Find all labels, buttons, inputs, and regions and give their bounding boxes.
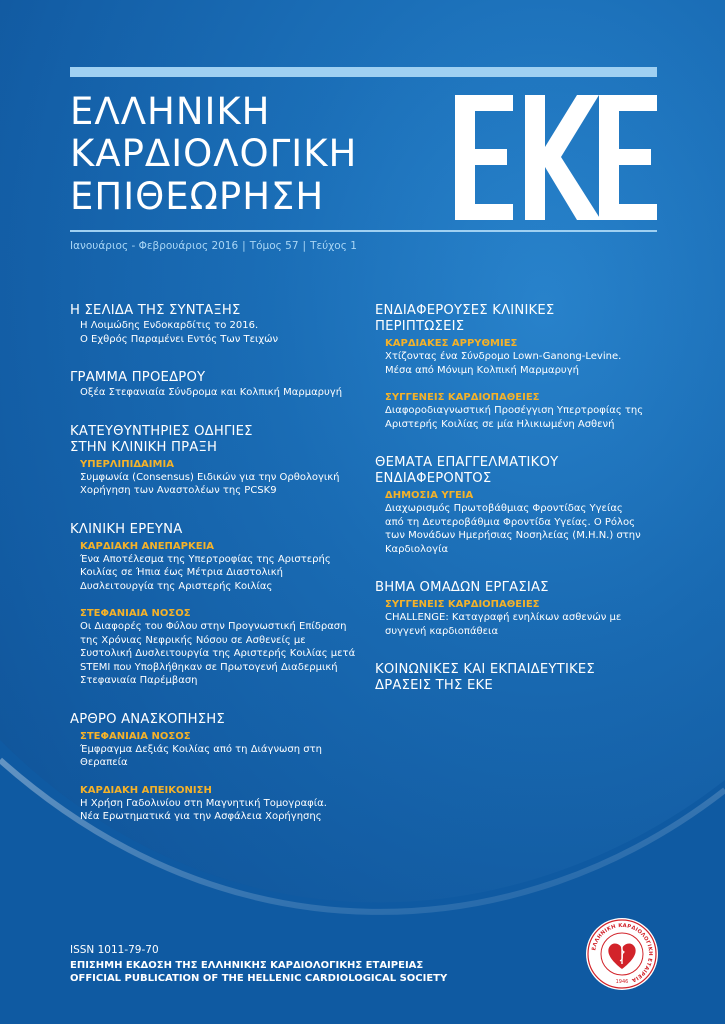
emblem-year: 1946 xyxy=(615,979,629,985)
issue-volume: Τόμος 57 xyxy=(249,240,299,252)
article-entry xyxy=(385,391,665,431)
article-entry xyxy=(80,458,360,498)
section-title: ΓΡΑΜΜΑ ΠΡΟΕΔΡΟΥ xyxy=(70,370,206,385)
issn: ISSN 1011-79-70 xyxy=(70,944,159,956)
top-rule xyxy=(70,67,657,77)
contents-section xyxy=(375,303,665,431)
section-title: ΚΑΤΕΥΘΥΝΤΗΡΙΕΣ ΟΔΗΓΙΕΣ ΣΤΗΝ ΚΛΙΝΙΚΗ ΠΡΑΞΗ xyxy=(70,423,253,455)
section-title: ΕΝΔΙΑΦΕΡΟΥΣΕΣ ΚΛΙΝΙΚΕΣ ΠΕΡΙΠΤΩΣΕΙΣ xyxy=(375,303,555,334)
article-category: ΚΑΡΔΙΑΚΗ ΑΠΕΙΚΟΝΙΣΗ xyxy=(80,784,212,796)
article-title: Συμφωνία (Consensus) Ειδικών για την Ορθολογική Χορήγηση των Αναστολέων της PCSK9 xyxy=(80,471,340,496)
article-title: Η Λοιμώδης Ενδοκαρδίτις το 2016. Ο Εχθρός Παραμένει Εντός Των Τειχών xyxy=(80,320,279,345)
article-title: Ένα Αποτέλεσμα της Υπερτροφίας της Αριστερής Κοιλίας σε Ήπια έως Μέτρια Διαστολική Δυσλειτουργία της Αριστερής Κοιλίας xyxy=(80,553,331,592)
article-entry xyxy=(80,607,360,688)
article-title: CHALLENGE: Καταγραφή ενηλίκων ασθενών με συγγενή καρδιοπάθεια xyxy=(385,612,622,637)
article-entry xyxy=(80,784,360,824)
eke-logo xyxy=(455,95,657,220)
society-emblem-icon xyxy=(585,917,659,991)
article-entry xyxy=(385,489,665,556)
article-category: ΚΑΡΔΙΑΚΕΣ ΑΡΡΥΘΜΙΕΣ xyxy=(385,338,518,349)
article-category: ΣΥΓΓΕΝΕΙΣ ΚΑΡΔΙΟΠΑΘΕΙΕΣ xyxy=(385,392,540,403)
section-title: ΒΗΜΑ ΟΜΑΔΩΝ ΕΡΓΑΣΙΑΣ xyxy=(375,580,549,595)
article-title: Διαφοροδιαγνωστική Προσέγγιση Υπερτροφίας της Αριστερής Κοιλίας σε μία Ηλικιωμένη Ασθενή xyxy=(385,405,644,430)
article-entry xyxy=(80,730,360,770)
article-category: ΥΠΕΡΛΙΠΙΔΑΙΜΙΑ xyxy=(80,458,174,470)
article-title: Οξέα Στεφανιαία Σύνδρομα και Κολπική Μαρμαρυγή xyxy=(80,387,343,398)
issue-number: Τεύχος 1 xyxy=(310,240,357,252)
article-entry xyxy=(385,598,665,638)
issue-info xyxy=(70,240,357,252)
contents-section xyxy=(70,370,360,400)
journal-title-line: ΚΑΡΔΙΟΛΟΓΙΚΗ xyxy=(70,132,358,175)
article-title: Η Χρήση Γαδολινίου στη Μαγνητική Τομογραφία. Νέα Ερωτηματικά για την Ασφάλεια Χορήγησης xyxy=(80,797,327,822)
contents-section xyxy=(70,424,360,498)
emblem-ring-text: ΕΛΛΗΝΙΚΗ ΚΑΡΔΙΟΛΟΓΙΚΗ ΕΤΑΙΡΕΙΑ xyxy=(591,922,654,984)
journal-title-line: ΕΛΛΗΝΙΚΗ xyxy=(70,90,271,133)
article-category: ΣΤΕΦΑΝΙΑΙΑ ΝΟΣΟΣ xyxy=(80,608,191,619)
article-category: ΣΤΕΦΑΝΙΑΙΑ ΝΟΣΟΣ xyxy=(80,730,191,742)
article-category: ΔΗΜΟΣΙΑ ΥΓΕΙΑ xyxy=(385,490,474,501)
english-publication-line: OFFICIAL PUBLICATION OF THE HELLENIC CARDIOLOGICAL SOCIETY xyxy=(70,973,448,984)
article-title: Χτίζοντας ένα Σύνδρομο Lown-Ganong-Levine. Μέσα από Μόνιμη Κολπική Μαρμαρυγή xyxy=(385,351,622,376)
contents-left-column xyxy=(70,303,360,824)
article-entry xyxy=(80,540,360,594)
issue-date: Ιανουάριος - Φεβρουάριος 2016 xyxy=(70,240,239,252)
section-title: Η ΣΕΛΙΔΑ ΤΗΣ ΣΥΝΤΑΞΗΣ xyxy=(70,303,241,318)
contents-section xyxy=(70,712,360,824)
article-entry xyxy=(80,386,360,400)
issue-separator: | xyxy=(302,240,307,252)
contents-section xyxy=(375,580,665,638)
contents-right-column xyxy=(375,303,665,694)
greek-publication-line: ΕΠΙΣΗΜΗ ΕΚΔΟΣΗ ΤΗΣ ΕΛΛΗΝΙΚΗΣ ΚΑΡΔΙΟΛΟΓΙΚΗΣ ΕΤΑΙΡΕΙΑΣ xyxy=(70,960,424,971)
section-title: ΚΛΙΝΙΚΗ ΕΡΕΥΝΑ xyxy=(70,521,183,537)
contents-section xyxy=(70,522,360,688)
contents-section xyxy=(375,455,665,556)
contents-section xyxy=(70,303,360,346)
article-entry xyxy=(385,337,665,377)
section-title: ΘΕΜΑΤΑ ΕΠΑΓΓΕΛΜΑΤΙΚΟΥ ΕΝΔΙΑΦΕΡΟΝΤΟΣ xyxy=(375,455,559,486)
contents-section xyxy=(375,662,665,694)
issue-separator: | xyxy=(242,240,246,252)
section-title: ΑΡΘΡΟ ΑΝΑΣΚΟΠΗΣΗΣ xyxy=(70,711,225,727)
cover-footer xyxy=(70,944,447,985)
article-title: Οι Διαφορές του Φύλου στην Προγνωστική Επίδραση της Χρόνιας Νεφρικής Νόσου σε Ασθενείς με Συστολική Δυσλειτουργία της Αριστερής Κοιλίας μετά STEMI που Υποβλήθηκαν σε Πρωτογενή Διαδερμική Στεφανιαία Παρέμβαση xyxy=(80,621,356,686)
article-category: ΣΥΓΓΕΝΕΙΣ ΚΑΡΔΙΟΠΑΘΕΙΕΣ xyxy=(385,599,540,610)
article-title: Έμφραγμα Δεξιάς Κοιλίας από τη Διάγνωση στη Θεραπεία xyxy=(80,743,322,768)
article-title: Διαχωρισμός Πρωτοβάθμιας Φροντίδας Υγείας από τη Δευτεροβάθμια Φροντίδα Υγείας. Ο Ρόλος των Μονάδων Ημερήσιας Νοσηλείας (Μ.Η.Ν.) στην Καρδιολογία xyxy=(385,503,641,555)
journal-title-line: ΕΠΙΘΕΩΡΗΣΗ xyxy=(70,175,325,218)
header-rule xyxy=(70,230,657,232)
article-entry xyxy=(80,319,360,346)
section-title: ΚΟΙΝΩΝΙΚΕΣ ΚΑΙ ΕΚΠΑΙΔΕΥΤΙΚΕΣ ΔΡΑΣΕΙΣ ΤΗΣ ΕΚΕ xyxy=(375,662,595,693)
article-category: ΚΑΡΔΙΑΚΗ ΑΝΕΠΑΡΚΕΙΑ xyxy=(80,540,215,552)
